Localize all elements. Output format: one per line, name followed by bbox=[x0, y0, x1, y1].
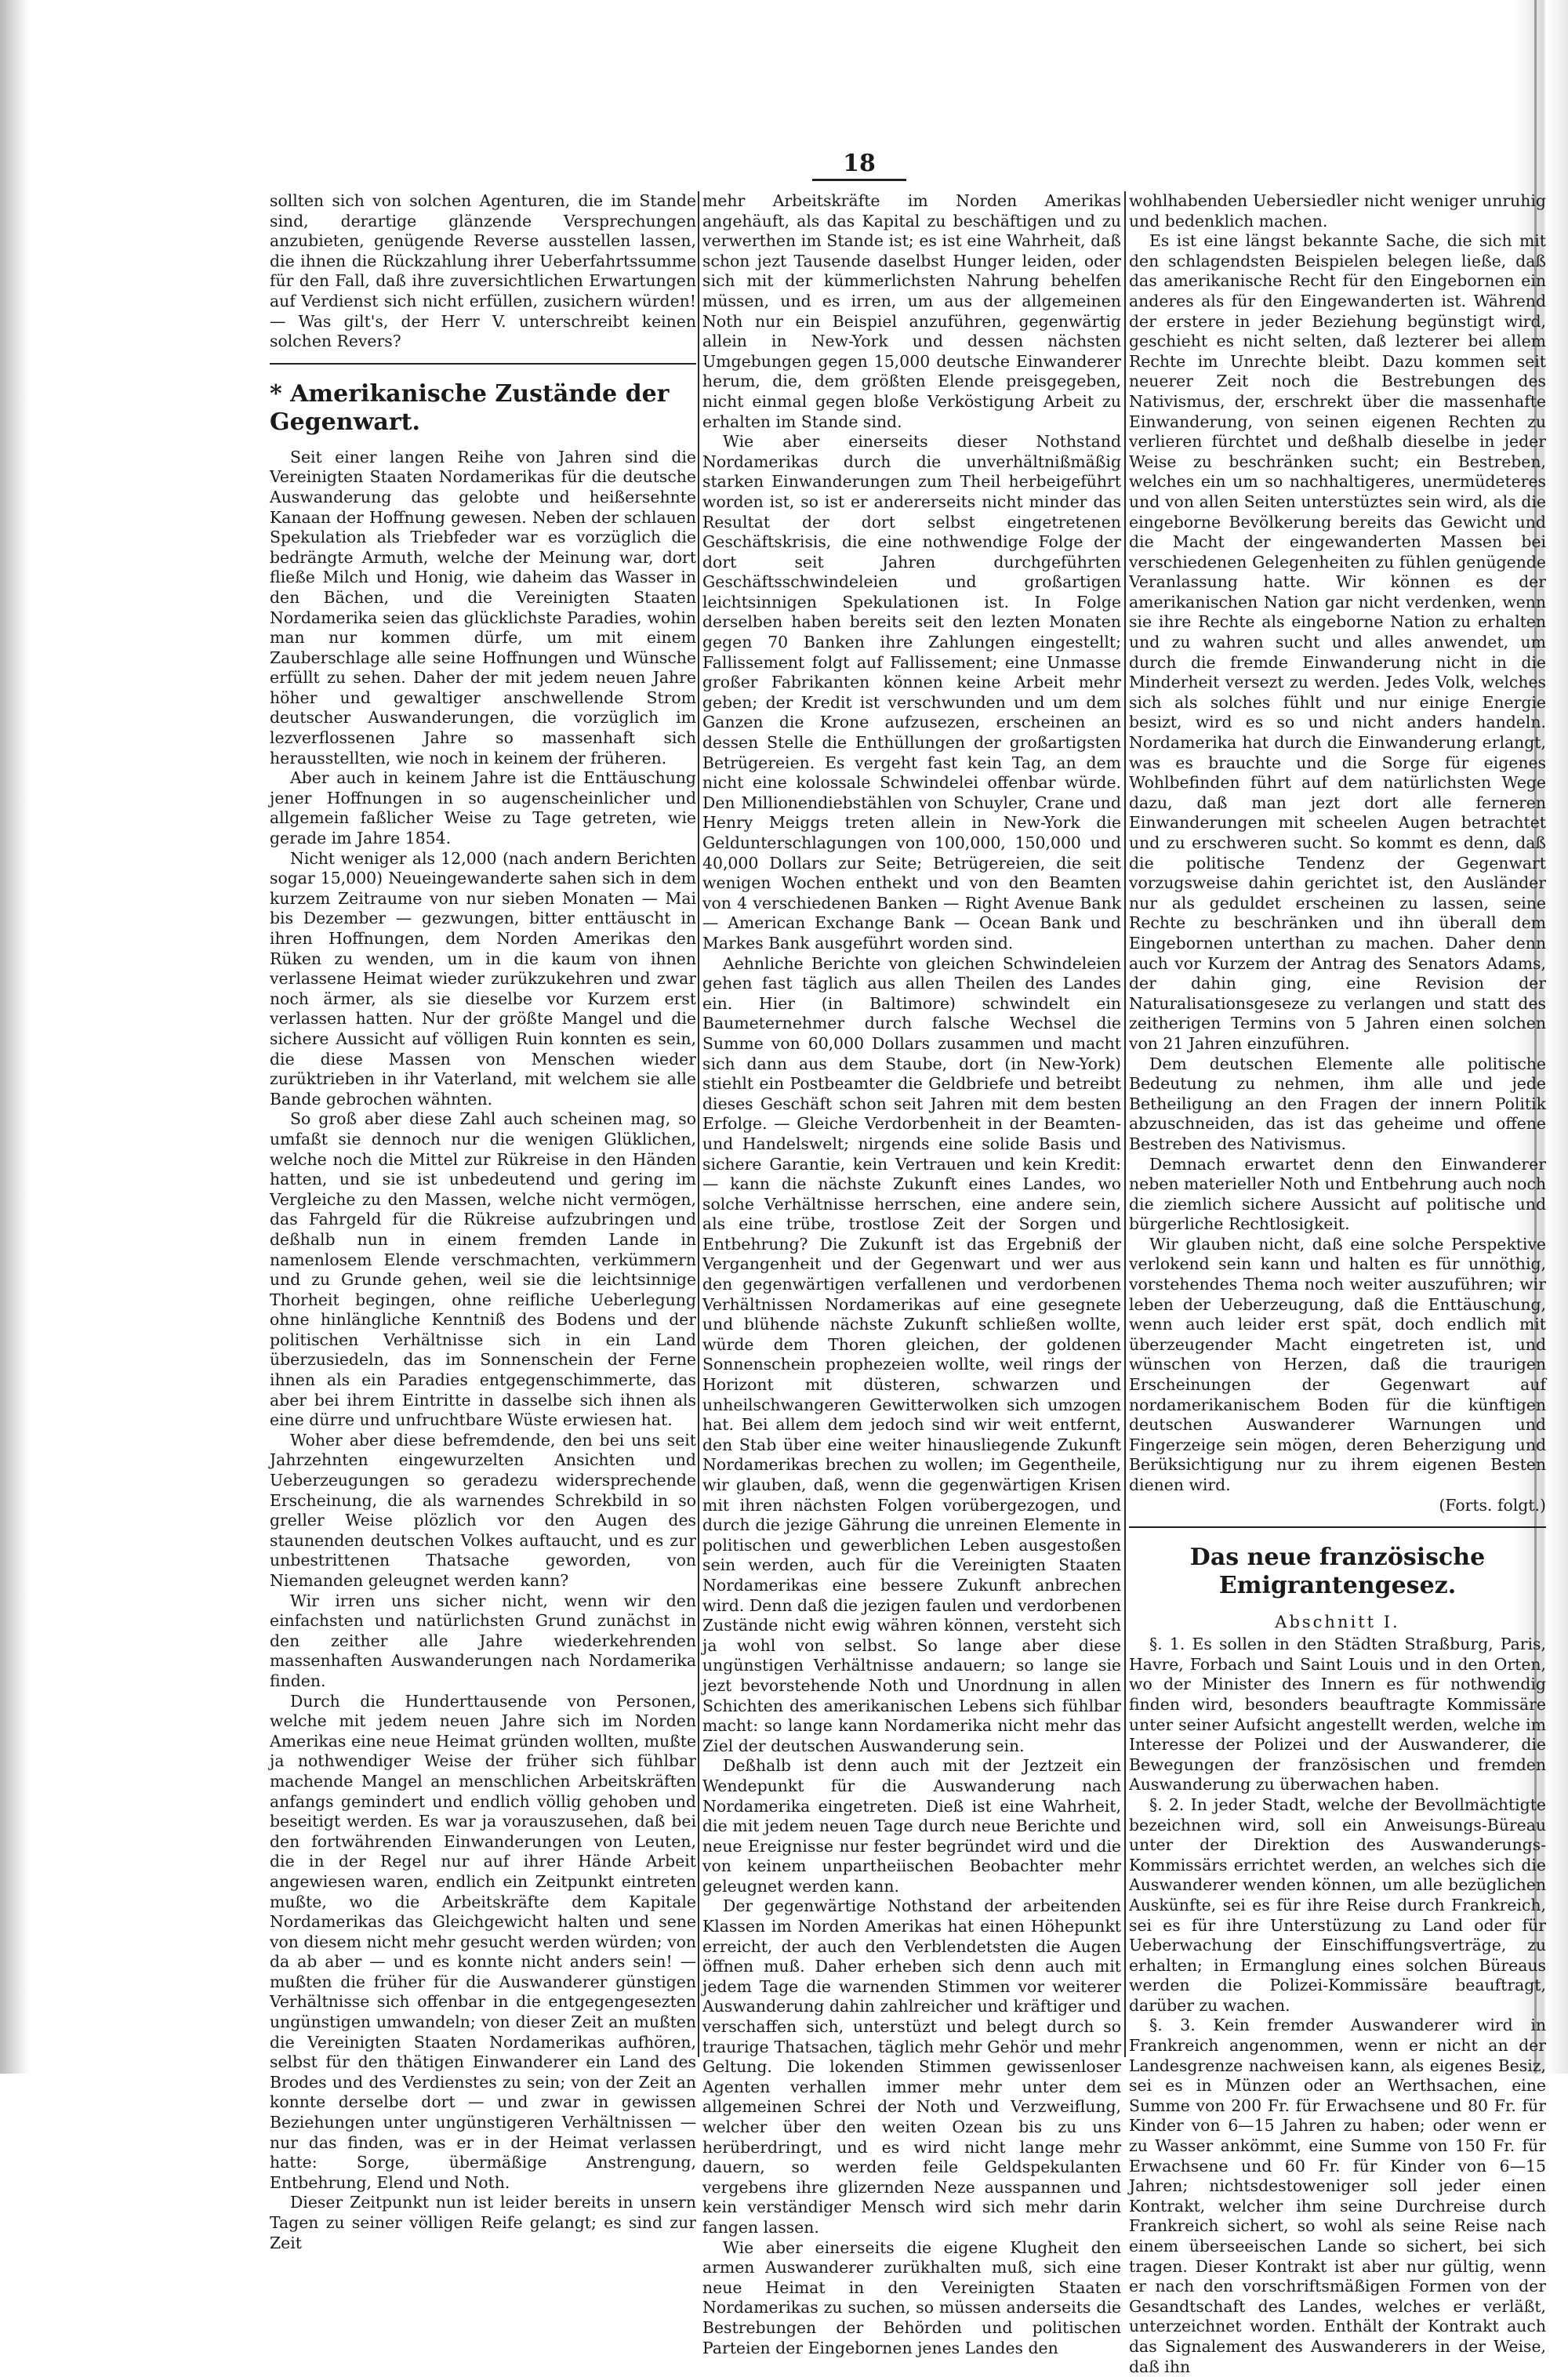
article-paragraph: Wir glauben nicht, daß eine solche Perspektive verlokend sein kann und halten es für unnöthig, vorstehendes Thema noch weiter auszuführen; wir leben der Ueberzeugung, daß die Enttäuschung, wenn auch leider erst spät, doch endlich mit überzeugender Macht eingetreten ist, und wünschen von Herzen, daß die traurigen Erscheinungen der Gegenwart auf nordamerikanischem Boden für die künftigen deutschen Auswanderer Warnungen und Fingerzeige sein mögen, deren Beherzigung und Berüksichtigung nur zu ihrem eigenen Besten dienen wird. bbox=[1129, 1234, 1546, 1494]
article-continuation: sollten sich von solchen Agenturen, die im Stande sind, derartige glänzende Versprechungen anzubieten, genügende Reverse ausstellen lassen, die ihnen die Rückzahlung ihrer Ueberfahrtssumme für den Fall, daß ihre zuversichtlichen Erwartungen auf Verdienst sich nicht erfüllen, zusichern würden! — Was gilt's, der Herr V. unterschreibt keinen solchen Revers? bbox=[270, 191, 696, 351]
article-paragraph: Durch die Hunderttausende von Personen, welche mit jedem neuen Jahre sich im Norden Amerikas eine neue Heimat gründen wollten, mußte ja nothwendiger Weise der früher sich fühlbar machende Mangel an menschlichen Arbeitskräften anfangs gemindert und endlich völlig gehoben und beseitigt werden. Es war ja vorauszusehen, daß bei den fortwährenden Einwanderungen von Leuten, die in der Regel nur auf ihrer Hände Arbeit angewiesen waren, endlich ein Zeitpunkt eintreten mußte, wo die Arbeitskräfte dem Kapitale Nordamerikas das Gleichgewicht halten und sene von diesem nicht mehr gesucht werden würden; von da ab aber — und es konnte nicht anders sein! — mußten die früher für die Auswanderer günstigen Verhältnisse sich offenbar in die entgegengesezten ungünstigen umwandeln; von dieser Zeit an mußten die Vereinigten Staaten Nordamerikas aufhören, selbst für den thätigen Einwanderer ein Land des Brodes und des Verdienstes zu sein; von der Zeit an konnte derselbe dort — und zwar in gewissen Beziehungen unter ungünstigeren Verhältnissen — nur das finden, was er in der Heimat verlassen hatte: Sorge, übermäßige Anstrengung, Entbehrung, Elend und Noth. bbox=[270, 1691, 696, 2192]
column-divider-2 bbox=[1124, 191, 1126, 2057]
law-paragraph: §. 3. Kein fremder Auswanderer wird in Frankreich angenommen, wenn er nicht an der Landesgrenze nachweisen kann, als eigenes Besiz, sei es in Münzen oder an Werthsachen, eine Summe von 200 Fr. für Erwachsene und 80 Fr. für Kinder von 6—15 Jahren zu haben; oder wenn er zu Wasser ankömmt, eine Summe von 150 Fr. für Erwachsene und 60 Fr. für Kinder von 6—15 Jahren; nichtsdestoweniger soll jeder einen Kontrakt, welcher ihm seine Durchreise durch Frankreich sichert, so wohl als seine Reise nach einem überseeischen Lande so sichert, bei sich tragen. Dieser Kontrakt ist aber nur gültig, wenn er nach den vorschriftsmäßigen Formen von der Gesandtschaft des Landes, welches er verläßt, unterzeichnet worden. Enthält der Kontrakt auch das Signalement des Auswanderers in der Weise, daß ihn bbox=[1129, 2016, 1546, 2376]
headline-rule bbox=[270, 363, 696, 365]
page-number-rule bbox=[812, 179, 906, 181]
article-paragraph: Seit einer langen Reihe von Jahren sind die Vereinigten Staaten Nordamerikas für die deutsche Auswanderung das gelobte und heißersehnte Kanaan der Hoffnung gewesen. Neben der schlauen Spekulation als Triebfeder war es vorzüglich die bedrängte Armuth, welche der Meinung war, dort fließe Milch und Honig, wie daheim das Wasser in den Bächen, und die Vereinigten Staaten Nordamerika seien das glücklichste Paradies, wohin man nur kommen dürfe, um mit einem Zauberschlage alle seine Hoffnungen und Wünsche erfüllt zu sehen. Daher der mit jedem neuen Jahre höher und gewaltiger anschwellende Strom deutscher Auswanderungen, die vorzüglich im lezverflossenen Jahre so massenhaft sich herausstellten, wie noch in keinem der früheren. bbox=[270, 447, 696, 768]
article-paragraph: Aehnliche Berichte von gleichen Schwindeleien gehen fast täglich aus allen Theilen des Landes ein. Hier (in Baltimore) schwindelt ein Baumeternehmer durch falsche Wechsel die Summe von 60,000 Dollars zusammen und macht sich dann aus dem Staube, dort (in New-York) stiehlt ein Postbeamter die Geldbriefe und betreibt dieses Geschäft schon seit Jahren mit dem besten Erfolge. — Gleiche Verdorbenheit in der Beamten- und Handelswelt; nirgends eine solide Basis und sichere Garantie, kein Vertrauen und kein Kredit: — kann die nächste Zukunft eines Landes, wo solche Verhältnisse herrschen, eine andere sein, als eine trübe, trostlose Zeit der Sorgen und Entbehrung? Die Zukunft ist das Ergebniß der Vergangenheit und der Gegenwart und wer aus den gegenwärtigen verfallenen und verdorbenen Verhältnissen Nordamerikas auf eine gesegnete und blühende nächste Zukunft schließen wollte, würde dem Thoren gleichen, der goldenen Sonnenschein prophezeien wollte, weil rings der Horizont mit düsteren, schwarzen und unheilschwangeren Gewitterwolken sich umzogen hat. Bei allem dem jedoch sind wir weit entfernt, den Stab über eine weiter hinausliegende Zukunft Nordamerikas brechen zu wollen; im Gegentheile, wir glauben, daß, wenn die gegenwärtigen Krisen mit ihren nächsten Folgen vorübergezogen, und durch die jezige Gährung die unreinen Elemente in politischen und gewerblichen Leben ausgestoßen sein werden, auch für die Vereinigten Staaten Nordamerikas eine bessere Zukunft anbrechen wird. Denn daß die jezigen faulen und verdorbenen Zustände nicht ewig währen können, versteht sich ja wohl von selbst. So lange aber diese ungünstigen Verhältnisse andauern; so lange sie jezt bevorstehende Noth und Unordnung in allen Schichten des amerikanischen Lebens sich fühlbar macht: so lange kann Nordamerika nicht mehr das Ziel der deutschen Auswanderung sein. bbox=[702, 953, 1121, 1755]
article-paragraph: Demnach erwartet denn den Einwanderer neben materieller Noth und Entbehrung auch noch die ziemlich sichere Aussicht auf politische und bürgerliche Rechtlosigkeit. bbox=[1129, 1154, 1546, 1234]
article-headline: * Amerikanische Zustände der Gegenwart. bbox=[270, 379, 670, 436]
law-paragraph: §. 1. Es sollen in den Städten Straßburg, Paris, Havre, Forbach und Saint Louis und in den Orten, wo der Minister des Innern es für nothwendig finden wird, besonders beauftragte Kommissäre unter seiner Aufsicht angestellt werden, welche im Interesse der Polizei und der Auswanderer, die Bewegungen der französischen und fremden Auswanderung zu überwachen haben. bbox=[1129, 1635, 1546, 1795]
article-paragraph: Wie aber einerseits die eigene Klugheit den armen Auswanderer zurükhalten muß, sich eine neue Heimat in den Vereinigten Staaten Nordamerikas zu suchen, so müssen anderseits die Bestrebungen der Behörden und politischen Parteien der Eingebornen jenes Landes den bbox=[702, 2237, 1121, 2357]
article-paragraph: Wie aber einerseits dieser Nothstand Nordamerikas durch die unverhältnißmäßig starken Einwanderungen zum Theil herbeigeführt worden ist, so ist er andererseits nicht minder das Resultat der dort selbst eingetretenen Geschäftskrisis, die eine nothwendige Folge der dort seit Jahren durchgeführten Geschäftsschwindeleien und großartigen leichtsinnigen Spekulationen ist. In Folge derselben haben bereits seit den lezten Monaten gegen 70 Banken ihre Zahlungen eingestellt; Fallissement folgt auf Fallissement; eine Unmasse großer Fabrikanten können keine Arbeit mehr geben; der Kredit ist verschwunden und um dem Ganzen die Krone aufzusezen, erscheinen an dessen Stelle die Enthüllungen der großartigsten Betrügereien. Es vergeht fast kein Tag, an dem nicht eine kolossale Schwindelei offenbar würde. Den Millionendiebstählen von Schuyler, Crane und Henry Meiggs treten allein in New-York die Geldunterschlagungen von 100,000, 150,000 und 40,000 Dollars zur Seite; Betrügereien, die seit wenigen Wochen enthekt und von den Beamten von 4 verschiedenen Banken — Right Avenue Bank — American Exchange Bank — Ocean Bank und Markes Bank ausgeführt worden sind. bbox=[702, 432, 1121, 953]
headline-rule bbox=[1129, 1526, 1546, 1528]
column-3 bbox=[1129, 191, 1546, 2376]
article-paragraph: wohlhabenden Uebersiedler nicht weniger unruhig und bedenklich machen. bbox=[1129, 191, 1546, 230]
article-paragraph: Der gegenwärtige Nothstand der arbeitenden Klassen im Norden Amerikas hat einen Höhepunkt erreicht, der auch den Verblendetsten die Augen öffnen muß. Daher erheben sich denn auch mit jedem Tage die warnenden Stimmen vor weiterer Auswanderung dahin zahlreicher und kräftiger und verschaffen sich, unterstüzt und belegt durch so traurige Thatsachen, täglich mehr Gehör und mehr Geltung. Die lokenden Stimmen gewissenloser Agenten verhallen immer mehr unter dem allgemeinen Schrei der Noth und Verzweiflung, welcher über den weiten Ozean bis zu uns herüberdringt, und es wird nicht lange mehr dauern, so werden feile Geldspekulanten vergebens ihre glizernden Neze ausspannen und kein verständiger Mensch wird sich mehr darin fangen lassen. bbox=[702, 1896, 1121, 2237]
law-paragraph: §. 2. In jeder Stadt, welche der Bevollmächtigte bezeichnen wird, soll ein Anweisungs-Büreau unter der Direktion des Auswanderungs-Kommissärs errichtet werden, an welches sich die Auswanderer wenden können, um alle bezüglichen Auskünfte, sei es für ihre Reise durch Frankreich, sei es für ihre Unterstüzung zu Land oder für Ueberwachung der Einschiffungsverträge, zu erhalten; in Ermanglung eines solchen Büreaus werden die Polizei-Kommissäre beauftragt, darüber zu wachen. bbox=[1129, 1795, 1546, 2015]
article-paragraph: Es ist eine längst bekannte Sache, die sich mit den schlagendsten Beispielen belegen ließe, daß das amerikanische Recht für den Eingebornen ein anderes als für den Eingewanderten ist. Während der erstere in jeder Beziehung begünstigt wird, geschieht es nicht selten, daß lezterer bei allem Rechte im Unrechte bleibt. Dazu kommen seit neuerer Zeit noch die Bestrebungen des Nativismus, der, erschrekt über die massenhafte Einwanderung, von seinen eigenen Rechten zu verlieren fürchtet und deßhalb dieselbe in jeder Weise zu beschränken sucht; ein Bestreben, welches ein um so nachhaltigeres, unermüdeteres und von allen Seiten unterstüztes sein wird, als die eingeborne Bevölkerung bereits das Gewicht und die Macht der eingewanderten Massen bei verschiedenen Gelegenheiten zu fühlen genügende Veranlassung hatte. Wir können es der amerikanischen Nation gar nicht verdenken, wenn sie ihre Rechte als eingeborne Nation zu erhalten und zu wahren sucht und alles anwendet, um durch die fremde Einwanderung nicht in die Minderheit versezt zu werden. Jedes Volk, welches sich als solches fühlt und nur einige Energie besizt, wird es so und nicht anders handeln. Nordamerika hat durch die Einwanderung erlangt, was es brauchte und die Sorge für eigenes Wohlbefinden führt auf dem natürlichsten Wege dazu, daß man jezt dort alle ferneren Einwanderungen mit scheelen Augen betrachtet und zu erschweren sucht. So kommt es denn, daß die politische Tendenz der Gegenwart vorzugsweise dahin gerichtet ist, den Ausländer nur als geduldet erscheinen zu lassen, seine Rechte zu beschränken und ihn überall dem Eingebornen unterthan zu machen. Daher denn auch vor Kurzem der Antrag des Senators Adams, der dahin ging, eine Revision der Naturalisationsgeseze zu verlangen und statt des zeitherigen Termins von 5 Jahren einen solchen von 21 Jahren einzuführen. bbox=[1129, 231, 1546, 1053]
continued-note: (Forts. folgt.) bbox=[1439, 1495, 1546, 1515]
article-paragraph: So groß aber diese Zahl auch scheinen mag, so umfaßt sie dennoch nur die wenigen Glüklichen, welche noch die Mittel zur Rükreise in den Händen hatten, und sie ist unbedeutend und gering im Vergleiche zu den Massen, welche nicht vermögen, das Fahrgeld für die Rükreise aufzubringen und deßhalb nun in einem fremden Lande in namenlosem Elende verschmachten, verkümmern und zu Grunde gehen, weil sie die leichtsinnige Thorheit begingen, ohne reifliche Ueberlegung ohne hinlängliche Kenntniß des Bodens und der politischen Verhältnisse sich in ein Land überzusiedeln, das im Sonnenschein der Ferne ihnen als ein Paradies entgegenschimmerte, das aber bei ihrem Eintritte in dasselbe sich ihnen als eine dürre und unfruchtbare Wüste erwiesen hat. bbox=[270, 1109, 696, 1430]
article-paragraph: mehr Arbeitskräfte im Norden Amerikas angehäuft, als das Kapital zu beschäftigen und zu verwerthen im Stande ist; es ist eine Wahrheit, daß schon jezt Tausende daselbst Hunger leiden, oder sich mit der kümmerlichsten Nahrung behelfen müssen, und es irren, um aus der allgemeinen Noth nur ein Beispiel anzuführen, gegenwärtig allein in New-York und dessen nächsten Umgebungen gegen 15,000 deutsche Einwanderer herum, die, dem größten Elende preisgegeben, nicht einmal gegen bloße Verköstigung Arbeit zu erhalten im Stande sind. bbox=[702, 191, 1121, 431]
article-paragraph: Wir irren uns sicher nicht, wenn wir den einfachsten und natürlichsten Grund zunächst in den zeither alle Jahre wiederkehrenden massenhaften Auswanderungen nach Nordamerika finden. bbox=[270, 1591, 696, 1690]
column-2 bbox=[702, 191, 1121, 2357]
article-headline: Das neue französische Emigrantengesez. bbox=[1189, 1544, 1486, 1600]
article-paragraph: Woher aber diese befremdende, den bei uns seit Jahrzehnten eingewurzelten Ansichten und Ueberzeugungen so geradezu widersprechende Erscheinung, die als warnendes Schrekbild in so greller Weise plözlich vor den Augen des staunenden deutschen Volkes auftaucht, und es zur unbestrittenen Thatsache geworden, von Niemanden geleugnet werden kann? bbox=[270, 1430, 696, 1590]
article-paragraph: Dem deutschen Elemente alle politische Bedeutung zu nehmen, ihm alle und jede Betheiligung an den Fragen der innern Politik abzuschneiden, das ist das geheime und offene Bestreben des Nativismus. bbox=[1129, 1054, 1546, 1153]
article-paragraph: Aber auch in keinem Jahre ist die Enttäuschung jener Hoffnungen in so augenscheinlicher und allgemein faßlicher Weise zu Tage getreten, wie gerade im Jahre 1854. bbox=[270, 768, 696, 848]
article-paragraph: Nicht weniger als 12,000 (nach andern Berichten sogar 15,000) Neueingewanderte sahen sich in dem kurzem Zeitraume von nur sieben Monaten — Mai bis Dezember — gezwungen, bitter enttäuscht in ihren Hoffnungen, dem Norden Amerikas den Rüken zu wenden, um in die kaum von ihnen verlassene Heimat wieder zurükzukehren und zwar noch ärmer, als sie dieselbe vor Kurzem erst verlassen hatten. Nur der größte Mangel und die sichere Aussicht auf völligen Ruin konnten es sein, die diese Massen von Menschen wieder zurüktrieben in ihr Vaterland, mit welchem sie alle Bande gebrochen wähnten. bbox=[270, 848, 696, 1109]
section-heading: Abschnitt I. bbox=[1275, 1613, 1400, 1632]
column-divider-1 bbox=[698, 191, 699, 2057]
column-1 bbox=[270, 191, 696, 2252]
page-number: 18 bbox=[843, 150, 876, 177]
article-paragraph: Deßhalb ist denn auch mit der Jeztzeit ein Wendepunkt für die Auswanderung nach Nordamerika eingetreten. Dieß ist eine Wahrheit, die mit jedem neuen Tage durch neue Berichte und neue Ereignisse nur fester begründet wird und die von keinem unpartheiischen Beobachter mehr geleugnet werden kann. bbox=[702, 1756, 1121, 1896]
article-paragraph: Dieser Zeitpunkt nun ist leider bereits in unsern Tagen zu seiner völligen Reife gelangt; es sind zur Zeit bbox=[270, 2193, 696, 2252]
scan-left-edge bbox=[0, 0, 30, 2074]
